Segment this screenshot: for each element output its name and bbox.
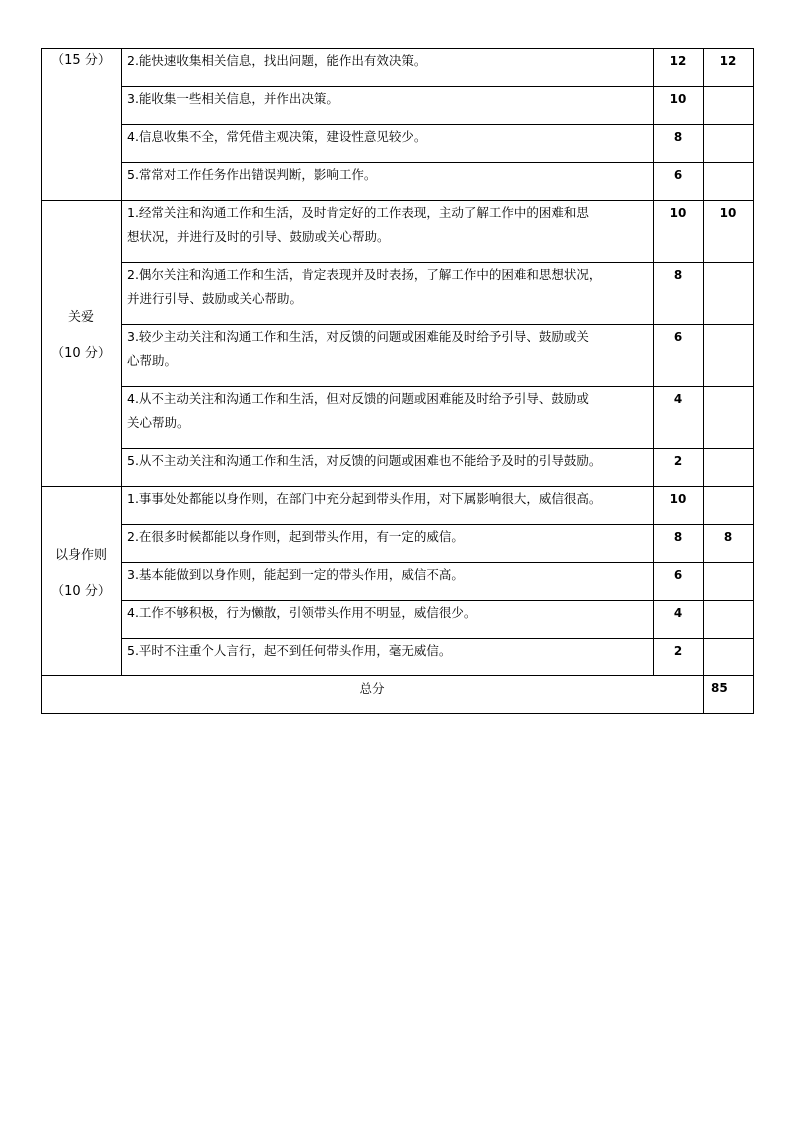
criterion-text: 4.工作不够积极，行为懒散，引领带头作用不明显，威信很少。 [127, 605, 477, 620]
criterion-line: 3.较少主动关注和沟通工作和生活，对反馈的问题或困难能及时给予引导、鼓励或关 [127, 329, 589, 344]
criterion-line: 1.经常关注和沟通工作和生活，及时肯定好的工作表现，主动了解工作中的困难和思 [127, 205, 589, 220]
table-border-right [753, 48, 754, 713]
max-score: 2 [673, 454, 683, 468]
section3-name: 以身作则 [54, 548, 107, 563]
max-score: 10 [669, 206, 687, 220]
max-score: 10 [669, 492, 687, 506]
awarded-score: 8 [723, 530, 733, 544]
criterion-line: 想状况，并进行及时的引导、鼓励或关心帮助。 [127, 229, 390, 244]
col-divider-got [703, 48, 704, 713]
criterion-line: 2.偶尔关注和沟通工作和生活，肯定表现并及时表扬，了解工作中的困难和思想状况， [127, 267, 602, 282]
criterion-text [127, 387, 655, 435]
row-line [41, 713, 754, 714]
max-score: 2 [673, 644, 683, 658]
criterion-text: 5.常常对工作任务作出错误判断，影响工作。 [127, 167, 377, 182]
criterion-text: 2.能快速收集相关信息，找出问题，能作出有效决策。 [127, 53, 427, 68]
criterion-line: 关心帮助。 [127, 415, 190, 430]
criterion-text: 5.从不主动关注和沟通工作和生活，对反馈的问题或困难也不能给予及时的引导鼓励。 [127, 453, 602, 468]
table-border-left [41, 48, 42, 713]
criterion-line: 心帮助。 [127, 353, 178, 368]
awarded-score: 12 [719, 54, 737, 68]
max-score: 6 [673, 168, 683, 182]
criterion-text: 3.基本能做到以身作则，能起到一定的带头作用，威信不高。 [127, 567, 464, 582]
max-score: 8 [673, 130, 683, 144]
max-score: 4 [673, 606, 683, 620]
max-score: 6 [673, 330, 683, 344]
criterion-text: 2.在很多时候都能以身作则，起到带头作用，有一定的威信。 [127, 529, 464, 544]
criterion-text: 5.平时不注重个人言行，起不到任何带头作用，毫无威信。 [127, 643, 452, 658]
col-divider-category [121, 48, 122, 675]
section2-name: 关爱 [67, 310, 94, 325]
total-value: 85 [711, 681, 728, 695]
criterion-text: 4.信息收集不全，常凭借主观决策，建设性意见较少。 [127, 129, 427, 144]
criterion-text: 1.事事处处都能以身作则，在部门中充分起到带头作用，对下属影响很大，威信很高。 [127, 491, 602, 506]
criterion-text: 3.能收集一些相关信息，并作出决策。 [127, 91, 339, 106]
awarded-score: 10 [719, 206, 737, 220]
max-score: 12 [669, 54, 687, 68]
max-score: 8 [673, 530, 683, 544]
row-line [41, 675, 754, 676]
max-score: 8 [673, 268, 683, 282]
criterion-text [127, 201, 655, 249]
criterion-text [127, 325, 655, 373]
section1-score-label: （15 分） [51, 53, 111, 68]
max-score: 4 [673, 392, 683, 406]
section2-score-label: （10 分） [51, 346, 111, 361]
total-label: 总分 [359, 681, 385, 696]
criterion-line: 4.从不主动关注和沟通工作和生活，但对反馈的问题或困难能及时给予引导、鼓励或 [127, 391, 589, 406]
max-score: 6 [673, 568, 683, 582]
max-score: 10 [669, 92, 687, 106]
criterion-text [127, 263, 655, 311]
criterion-line: 并进行引导、鼓励或关心帮助。 [127, 291, 303, 306]
section3-score-label: （10 分） [51, 584, 111, 599]
